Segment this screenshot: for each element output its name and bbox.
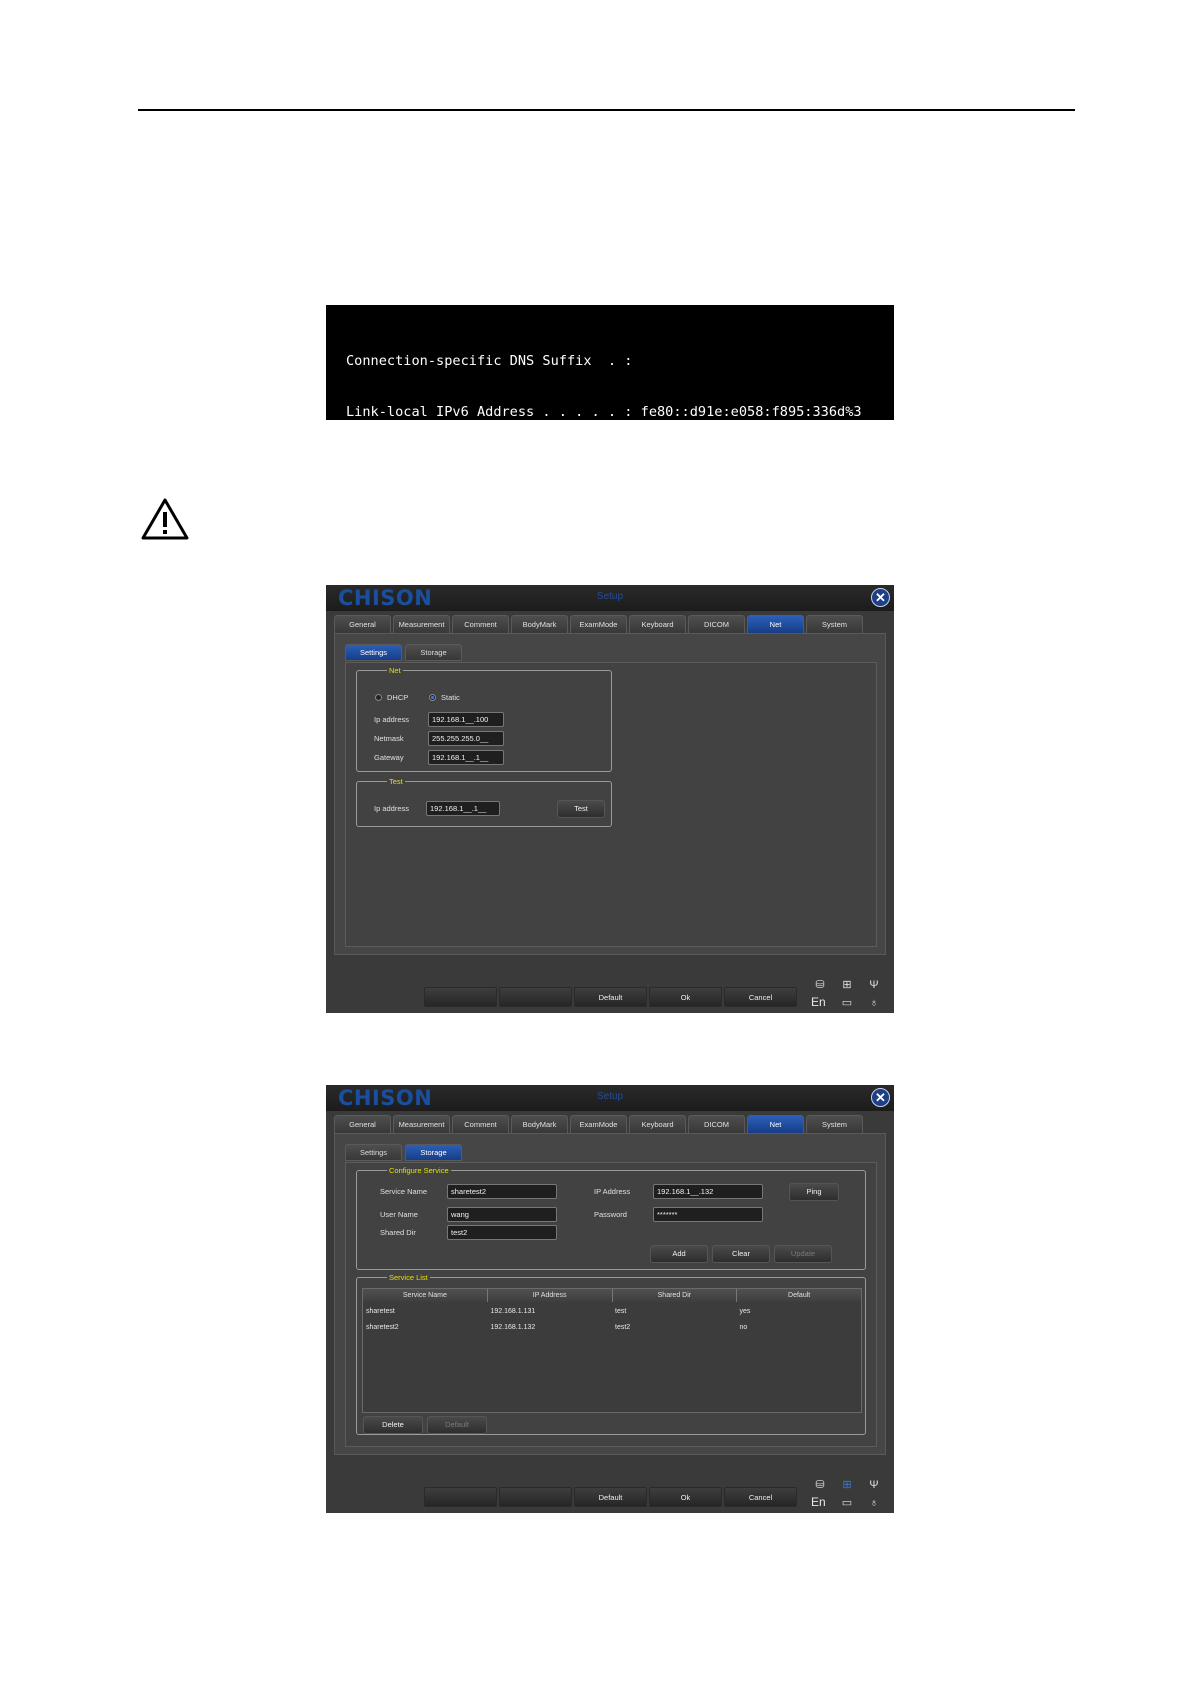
close-icon[interactable]: ✕ bbox=[871, 1088, 890, 1107]
ipconfig-console bbox=[326, 305, 894, 573]
default-button[interactable]: Default bbox=[574, 987, 647, 1007]
console-line: IPv4 Address. . . . . . . . . . . : 192.168.1.131 bbox=[346, 455, 748, 471]
table-row[interactable] bbox=[363, 1320, 861, 1335]
service-table bbox=[362, 1288, 862, 1413]
shared-dir-label: Shared Dir bbox=[380, 1228, 416, 1237]
subtab-settings[interactable]: Settings bbox=[345, 1144, 402, 1161]
test-ip-field[interactable]: 192.168.1__.1__ bbox=[426, 801, 500, 816]
table-cell: test2 bbox=[615, 1324, 631, 1331]
column-header[interactable]: IP Address bbox=[488, 1289, 613, 1302]
netmask-label: Netmask bbox=[374, 734, 404, 743]
static-label: Static bbox=[441, 693, 460, 702]
chison-logo: CHISON bbox=[338, 1086, 433, 1110]
password-label: Password bbox=[594, 1210, 627, 1219]
storage-content bbox=[345, 1162, 877, 1447]
sub-tabs bbox=[345, 1144, 465, 1161]
sub-tabs bbox=[345, 644, 465, 661]
subtab-settings[interactable]: Settings bbox=[345, 644, 402, 661]
header-rule bbox=[138, 109, 1075, 111]
table-cell: no bbox=[739, 1324, 748, 1331]
console-line: Default Gateway . . . . . . . . . : 192.168.1.1 bbox=[346, 557, 731, 573]
usb-icon: Ψ bbox=[869, 979, 879, 991]
console-line: Subnet Mask . . . . . . . . . . . : 255.255.255.0 bbox=[346, 506, 748, 522]
main-tabs bbox=[334, 1115, 865, 1133]
tab-measurement[interactable]: Measurement bbox=[393, 615, 450, 633]
network-icon: ⊞ bbox=[842, 1479, 852, 1491]
mouse-icon: ♁ bbox=[869, 997, 879, 1009]
network-icon: ⊞ bbox=[842, 979, 852, 991]
subtab-storage[interactable]: Storage bbox=[405, 644, 462, 661]
dhcp-radio[interactable] bbox=[375, 694, 382, 701]
table-cell: sharetest2 bbox=[366, 1324, 399, 1331]
setup-window-settings bbox=[326, 585, 894, 1013]
tab-keyboard[interactable]: Keyboard bbox=[629, 615, 686, 633]
subtab-storage[interactable]: Storage bbox=[405, 1144, 462, 1161]
ip-address-label: Ip address bbox=[374, 715, 410, 724]
chison-logo: CHISON bbox=[338, 586, 433, 610]
console-line: Connection-specific DNS Suffix . : bbox=[346, 353, 633, 369]
window-title: Setup bbox=[596, 591, 624, 602]
service-name-label: Service Name bbox=[380, 1187, 428, 1196]
ok-button[interactable]: Ok bbox=[649, 987, 722, 1007]
add-button[interactable]: Add bbox=[650, 1245, 708, 1263]
netmask-field[interactable]: 255.255.255.0__ bbox=[428, 731, 504, 746]
tab-exammode[interactable]: ExamMode bbox=[570, 1115, 627, 1133]
warning-icon bbox=[140, 497, 190, 541]
window-title: Setup bbox=[596, 1091, 624, 1102]
column-header[interactable]: Shared Dir bbox=[613, 1289, 738, 1302]
database-icon: ⛁ bbox=[815, 979, 825, 991]
tab-comment[interactable]: Comment bbox=[452, 615, 509, 633]
table-cell: sharetest bbox=[366, 1308, 395, 1315]
service-name-field[interactable]: sharetest2 bbox=[447, 1184, 557, 1199]
tab-comment[interactable]: Comment bbox=[452, 1115, 509, 1133]
tab-exammode[interactable]: ExamMode bbox=[570, 615, 627, 633]
ping-button[interactable]: Ping bbox=[789, 1183, 839, 1201]
main-tabs bbox=[334, 615, 865, 633]
configure-service-legend: Configure Service bbox=[389, 1166, 449, 1175]
table-cell: test bbox=[615, 1308, 627, 1315]
cancel-button[interactable]: Cancel bbox=[724, 987, 797, 1007]
dhcp-label: DHCP bbox=[387, 693, 409, 702]
clear-button[interactable]: Clear bbox=[712, 1245, 770, 1263]
column-header[interactable]: Service Name bbox=[363, 1289, 488, 1302]
tab-keyboard[interactable]: Keyboard bbox=[629, 1115, 686, 1133]
tab-general[interactable]: General bbox=[334, 1115, 391, 1133]
tab-bodymark[interactable]: BodyMark bbox=[511, 1115, 568, 1133]
title-bar bbox=[326, 585, 894, 611]
bottom-bar bbox=[326, 1473, 894, 1513]
gateway-field[interactable]: 192.168.1__.1__ bbox=[428, 750, 504, 765]
default-button[interactable]: Default bbox=[574, 1487, 647, 1507]
title-bar bbox=[326, 1085, 894, 1111]
tab-net[interactable]: Net bbox=[747, 615, 804, 633]
test-legend: Test bbox=[389, 777, 403, 786]
blank-button-1[interactable] bbox=[424, 987, 497, 1007]
ip-address-field[interactable]: 192.168.1__.132 bbox=[653, 1184, 763, 1199]
static-radio[interactable] bbox=[429, 694, 436, 701]
update-button[interactable]: Update bbox=[774, 1245, 832, 1263]
ip-address-label: IP Address bbox=[594, 1187, 631, 1196]
table-cell: yes bbox=[739, 1308, 751, 1315]
tab-measurement[interactable]: Measurement bbox=[393, 1115, 450, 1133]
mouse-icon: ♁ bbox=[869, 1497, 879, 1509]
language-indicator[interactable]: En bbox=[811, 1495, 826, 1509]
tab-dicom[interactable]: DICOM bbox=[688, 615, 745, 633]
close-icon[interactable]: ✕ bbox=[871, 588, 890, 607]
service-list-legend: Service List bbox=[389, 1273, 428, 1282]
usb-icon: Ψ bbox=[869, 1479, 879, 1491]
shared-dir-field[interactable]: test2 bbox=[447, 1225, 557, 1240]
net-legend: Net bbox=[389, 666, 401, 675]
setup-window-storage bbox=[326, 1085, 894, 1513]
ok-button[interactable]: Ok bbox=[649, 1487, 722, 1507]
test-ip-label: Ip address bbox=[374, 804, 410, 813]
printer-icon: ▭ bbox=[841, 997, 853, 1009]
tab-bodymark[interactable]: BodyMark bbox=[511, 615, 568, 633]
gateway-label: Gateway bbox=[374, 753, 404, 762]
tab-dicom[interactable]: DICOM bbox=[688, 1115, 745, 1133]
ip-address-field[interactable]: 192.168.1__.100 bbox=[428, 712, 504, 727]
console-line: Link-local IPv6 Address . . . . . : fe80::d91e:e058:f895:336d%3 bbox=[346, 404, 862, 420]
net-panel bbox=[334, 633, 886, 955]
net-panel bbox=[334, 1133, 886, 1455]
blank-button-1[interactable] bbox=[424, 1487, 497, 1507]
bottom-bar bbox=[326, 973, 894, 1013]
table-cell: 192.168.1.132 bbox=[490, 1324, 536, 1331]
language-indicator[interactable]: En bbox=[811, 995, 826, 1009]
tab-net[interactable]: Net bbox=[747, 1115, 804, 1133]
password-field[interactable]: ******* bbox=[653, 1207, 763, 1222]
settings-content bbox=[345, 662, 877, 947]
table-cell: 192.168.1.131 bbox=[490, 1308, 536, 1315]
cancel-button[interactable]: Cancel bbox=[724, 1487, 797, 1507]
tab-general[interactable]: General bbox=[334, 615, 391, 633]
blank-button-2[interactable] bbox=[499, 987, 572, 1007]
column-header[interactable]: Default bbox=[788, 1292, 811, 1299]
database-icon: ⛁ bbox=[815, 1479, 825, 1491]
table-header bbox=[363, 1289, 861, 1302]
table-row[interactable] bbox=[363, 1304, 861, 1319]
test-button[interactable]: Test bbox=[557, 800, 605, 818]
printer-icon: ▭ bbox=[841, 1497, 853, 1509]
blank-button-2[interactable] bbox=[499, 1487, 572, 1507]
user-name-label: User Name bbox=[380, 1210, 418, 1219]
delete-button[interactable]: Delete bbox=[363, 1416, 423, 1434]
tab-system[interactable]: System bbox=[806, 1115, 863, 1133]
tab-system[interactable]: System bbox=[806, 615, 863, 633]
set-default-button[interactable]: Default bbox=[427, 1416, 487, 1434]
user-name-field[interactable]: wang bbox=[447, 1207, 557, 1222]
